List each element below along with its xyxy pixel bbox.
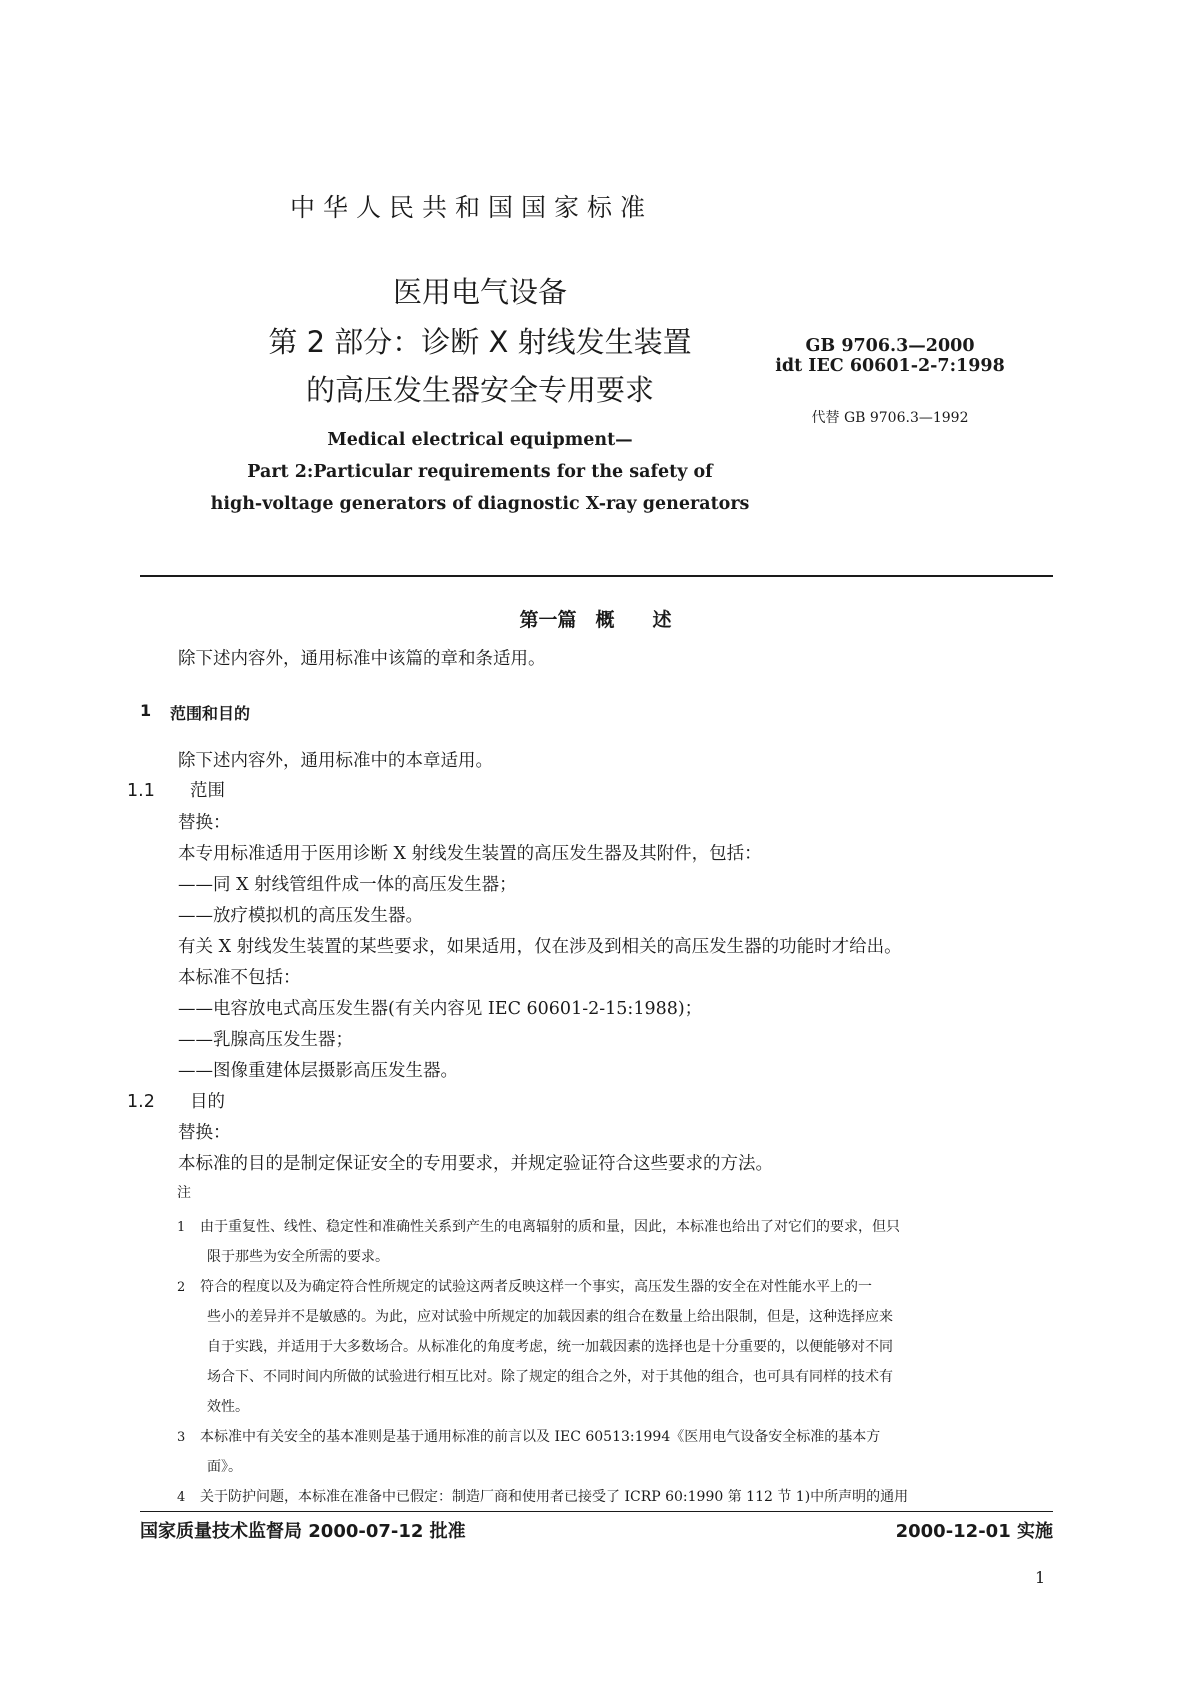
section-1-1-title: 范围 xyxy=(190,781,225,801)
title-line-2: 第 2 部分：诊断 X 射线发生装置 xyxy=(268,325,692,359)
note-line: 些小的差异并不是敏感的。为此，应对试验中所规定的加载因素的组合在数量上给出限制，但是，这种选择应来 xyxy=(207,1309,893,1325)
note-line: 自于实践，并适用于大多数场合。从标准化的角度考虑，统一加载因素的选择也是十分重要的，以便能够对不同 xyxy=(207,1339,893,1355)
title-line-1: 医用电气设备 xyxy=(392,275,567,309)
note-number: 3 xyxy=(177,1430,186,1445)
english-title-line-1: Medical electrical equipment— xyxy=(327,430,633,450)
english-title-line-2: Part 2:Particular requirements for the safety of xyxy=(247,462,713,482)
note-line: 面》。 xyxy=(207,1459,242,1475)
note-line: 本标准中有关安全的基本准则是基于通用标准的前言以及 IEC 60513:1994《医用电气设备安全标准的基本方 xyxy=(200,1429,881,1445)
section-1-1-line: 本专用标准适用于医用诊断 X 射线发生装置的高压发生器及其附件，包括： xyxy=(178,844,762,864)
note-line: 效性。 xyxy=(207,1399,249,1415)
section-1-1-line: 有关 X 射线发生装置的某些要求，如果适用，仅在涉及到相关的高压发生器的功能时才给出。 xyxy=(178,937,902,957)
section-1-2-line: 本标准的目的是制定保证安全的专用要求，并规定验证符合这些要求的方法。 xyxy=(178,1154,773,1174)
part-intro: 除下述内容外，通用标准中该篇的章和条适用。 xyxy=(178,649,546,669)
note-line: 符合的程度以及为确定符合性所规定的试验这两者反映这样一个事实，高压发生器的安全在对性能水平上的一 xyxy=(200,1279,872,1295)
national-standard-heading: 中华人民共和国国家标准 xyxy=(290,193,654,222)
section-1-1-number: 1.1 xyxy=(127,781,155,801)
iec-equivalence-code: idt IEC 60601-2-7:1998 xyxy=(775,356,1005,376)
notes-label: 注 xyxy=(177,1185,191,1201)
english-title-line-3: high-voltage generators of diagnostic X-ray generators xyxy=(210,494,750,514)
section-1-1-line: ——图像重建体层摄影高压发生器。 xyxy=(178,1061,458,1081)
section-1-1-line: ——放疗模拟机的高压发生器。 xyxy=(178,906,423,926)
part-title: 第一篇 概 述 xyxy=(519,609,672,631)
section-1-2-title: 目的 xyxy=(190,1092,225,1112)
title-line-3: 的高压发生器安全专用要求 xyxy=(305,373,654,407)
section-1-2-line: 替换： xyxy=(178,1123,231,1143)
note-line: 关于防护问题，本标准在准备中已假定：制造厂商和使用者已接受了 ICRP 60:1990 第 112 节 1)中所声明的通用 xyxy=(200,1489,909,1505)
section-1-1-line: ——乳腺高压发生器； xyxy=(178,1030,353,1050)
page-number: 1 xyxy=(1035,1568,1046,1587)
footer-divider xyxy=(140,1511,1053,1512)
approval-info: 国家质量技术监督局 2000-07-12 批准 xyxy=(140,1521,466,1542)
section-1-1-line: 本标准不包括： xyxy=(178,968,301,988)
note-line: 由于重复性、线性、稳定性和准确性关系到产生的电离辐射的质和量，因此，本标准也给出了对它们的要求，但只 xyxy=(200,1219,900,1235)
replaces-note: 代替 GB 9706.3—1992 xyxy=(811,410,969,426)
standard-code: GB 9706.3—2000 xyxy=(805,336,975,356)
note-line: 场合下、不同时间内所做的试验进行相互比对。除了规定的组合之外，对于其他的组合，也可具有同样的技术有 xyxy=(207,1369,893,1385)
section-1-1-line: ——电容放电式高压发生器(有关内容见 IEC 60601-2-15:1988)； xyxy=(178,999,703,1019)
note-number: 1 xyxy=(177,1220,186,1235)
note-number: 2 xyxy=(177,1280,186,1295)
section-1-text: 除下述内容外，通用标准中的本章适用。 xyxy=(178,751,493,771)
note-line: 限于那些为安全所需的要求。 xyxy=(207,1249,389,1265)
section-1-2-number: 1.2 xyxy=(127,1092,155,1112)
section-1-number: 1 xyxy=(140,701,152,720)
section-1-1-line: 替换： xyxy=(178,813,231,833)
effective-date: 2000-12-01 实施 xyxy=(895,1521,1053,1542)
note-number: 4 xyxy=(177,1490,186,1505)
section-1-1-line: ——同 X 射线管组件成一体的高压发生器； xyxy=(178,875,517,895)
header-divider xyxy=(140,575,1053,577)
section-1-title: 范围和目的 xyxy=(170,704,251,723)
